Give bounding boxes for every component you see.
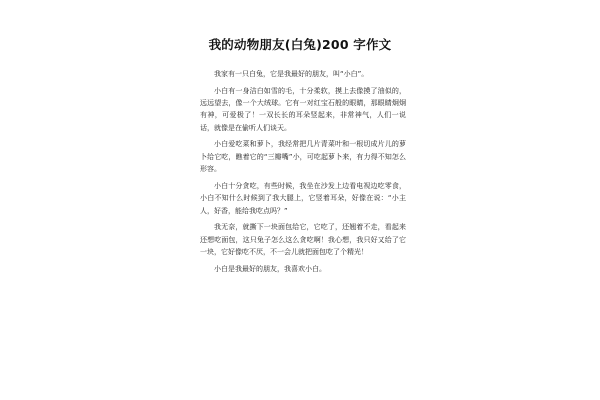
paragraph-3: 小白爱吃菜和萝卜，我经常把几片青菜叶和一根切成片儿的萝卜给它吃，瞧着它的“三瓣嘴”小，可吃起萝卜来，有力得不知怎么形容。 — [200, 140, 406, 174]
paragraph-6: 小白是我最好的朋友，我喜欢小白。 — [214, 264, 326, 273]
document-title: 我的动物朋友(白兔)200 字作文 — [208, 37, 392, 52]
paragraph-4: 小白十分贪吃，有些时候，我坐在沙发上边看电视边吃零食，小白不知什么时候到了我大腿上，它竖着耳朵，好像在说：“小主人，好香，能给我吃点吗？” — [200, 181, 406, 215]
paragraph-5: 我无奈，就撕下一块面包给它，它吃了，还翘着不走，看起来还想吃面包，这只兔子怎么这么贪吃啊！我心想，我只好又给了它一块，它好像吃不厌，不一会儿就把面包吃了个精光！ — [200, 223, 406, 257]
paragraph-2: 小白有一身洁白如雪的毛，十分柔软，摸上去像摸了油似的，远远望去，像一个大绒球。它有一对红宝石般的眼睛，那眼睛炯炯有神，可爱极了！一双长长的耳朵竖起来，非常神气，人们一说话，就像是在偷听人们谈天。 — [200, 86, 406, 132]
essay-body — [200, 68, 406, 275]
paragraph-1: 我家有一只白兔，它是我最好的朋友，叫“小白”。 — [214, 70, 369, 78]
